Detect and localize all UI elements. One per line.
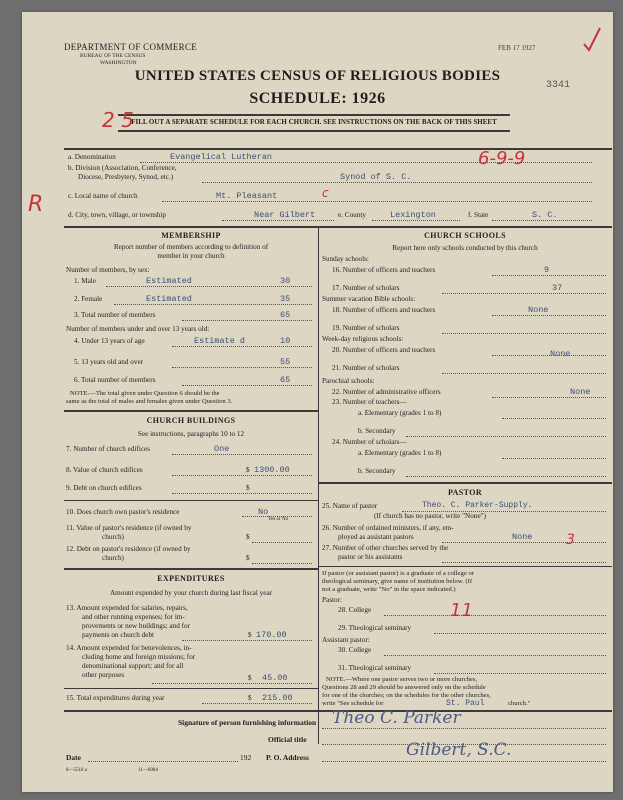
graduate-instructions: If pastor (or assistant pastor) is a graduate of a college or (322, 570, 475, 577)
q13-amount: 170.00 (256, 630, 287, 640)
sunday-schools-label: Sunday schools: (322, 255, 369, 263)
q15-total-label: 15. Total expenditures during year (66, 694, 165, 702)
q1-male-value: 30 (280, 276, 291, 286)
buildings-subtitle: See instructions, paragraphs 10 to 12 (137, 430, 245, 438)
q8-value-amount: 1300.00 (254, 465, 290, 475)
q13-label-3: provements or new buildings; and for (82, 622, 190, 630)
membership-intro: Report number of members according to definition of (113, 243, 269, 251)
form-number: 8—5518 a (66, 768, 87, 773)
q23-label: 23. Number of teachers— (332, 398, 407, 406)
q9-dollar: $ (246, 484, 250, 492)
red-annotation-code: 6-9-9 (478, 148, 526, 169)
po-address-value: Gilbert, S.C. (406, 740, 512, 760)
q2-female-value: 35 (280, 294, 291, 304)
q26-label-2: ployed as assistant pastors (338, 533, 414, 541)
pastor-note-church: St. Paul (446, 699, 485, 708)
q10-hint: Yes or No (268, 517, 289, 522)
q11-residence-value-label: 11. Value of pastor's residence (if owned by (66, 524, 192, 532)
q23b-label: b. Secondary (358, 427, 396, 435)
q17-label: 17. Number of scholars (332, 284, 400, 292)
membership-intro-2: member in your church (157, 252, 225, 260)
q14-dollar: $ (248, 674, 252, 682)
q24-label: 24. Number of scholars— (332, 438, 407, 446)
q1-note: Estimated (146, 276, 192, 286)
q14-label-4: other purposes (82, 671, 125, 679)
bureau-name: BUREAU OF THE CENSUS (80, 53, 146, 59)
members-by-sex-label: Number of members, by sex: (66, 266, 150, 274)
q8-dollar: $ (246, 466, 250, 474)
expenditures-title: EXPENDITURES (157, 574, 225, 583)
red-annotation-r: R (28, 192, 44, 217)
red-annotation-pastor: 11 (450, 600, 473, 621)
q18-label: 18. Number of officers and teachers (332, 306, 436, 314)
q23a-label: a. Elementary (grades 1 to 8) (358, 409, 442, 417)
received-date-stamp: FEB 17 1927 (498, 44, 536, 52)
pastor-title: PASTOR (447, 488, 483, 497)
instructions-banner: FILL OUT A SEPARATE SCHEDULE FOR EACH CHURCH. SEE INSTRUCTIONS ON THE BACK OF THIS SHEET (131, 118, 497, 126)
q13-label-2: and other running expenses; for im- (82, 613, 185, 621)
pastor-subheading: Pastor: (322, 596, 342, 604)
q10-residence-label: 10. Does church own pastor's residence (66, 508, 180, 516)
department-name: DEPARTMENT OF COMMERCE (64, 42, 198, 52)
q26-label: 26. Number of ordained ministers, if any, em- (322, 524, 454, 532)
q24a-label: a. Elementary (grades 1 to 8) (358, 449, 442, 457)
q30-label: 30. College (338, 646, 372, 654)
schools-subtitle: Report here only schools conducted by this church (392, 244, 538, 252)
q11-dollar: $ (246, 533, 250, 541)
expenditures-subtitle: Amount expended by your church during last fiscal year (109, 589, 273, 597)
schools-title: CHURCH SCHOOLS (424, 231, 506, 240)
membership-note: NOTE.—The total given under Question 6 should be the (70, 390, 220, 397)
q25-note: (If church has no pastor, write "None") (374, 512, 486, 520)
weekday-schools-label: Week-day religious schools: (322, 335, 404, 343)
q7-edifices-value: One (214, 444, 230, 454)
date-year: 192 (240, 753, 252, 762)
graduate-instructions-2: theological seminary, give name of institution below. (If (322, 578, 473, 585)
bureau-city: WASHINGTON (100, 60, 137, 66)
red-annotation-churches: 3 (566, 532, 575, 548)
red-check-icon (582, 26, 602, 54)
members-by-age-label: Number of members under and over 13 years old: (66, 325, 210, 333)
q7-edifices-label: 7. Number of church edifices (66, 445, 151, 453)
q15-total-amount: 215.00 (262, 693, 293, 703)
assistant-pastor-subheading: Assistant pastor: (322, 636, 370, 644)
division-value: Synod of S. C. (340, 172, 412, 182)
summer-schools-label: Summer vacation Bible schools: (322, 295, 416, 303)
q24b-label: b. Secondary (358, 467, 396, 475)
q19-label: 19. Number of scholars (332, 324, 400, 332)
q25-label: 25. Name of pastor (322, 502, 378, 510)
po-address-label: P. O. Address (266, 753, 309, 762)
print-number: 11—6084 (138, 768, 158, 773)
county-value: Lexington (390, 210, 436, 220)
pastor-note-4: write "See schedule for (322, 700, 384, 707)
q12-residence-debt-label: 12. Debt on pastor's residence (if owned by (66, 545, 191, 553)
q13-dollar: $ (248, 631, 252, 639)
q26-value: None (512, 532, 533, 542)
form-title: UNITED STATES CENSUS OF RELIGIOUS BODIES (134, 68, 501, 84)
q9-debt-label: 9. Debt on church edifices (66, 484, 142, 492)
parochial-schools-label: Parochial schools: (322, 377, 375, 385)
q15-dollar: $ (248, 694, 252, 702)
q25-value: Theo. C. Parker-Supply. (422, 501, 533, 510)
buildings-title: CHURCH BUILDINGS (146, 416, 236, 425)
denomination-value: Evangelical Lutheran (170, 152, 273, 162)
local-name-label: c. Local name of church (68, 192, 138, 200)
q20-label: 20. Number of officers and teachers (332, 346, 436, 354)
q10-residence-value: No (258, 507, 269, 517)
q2-female-label: 2. Female (74, 295, 103, 303)
census-form-sheet (22, 12, 613, 792)
q12-dollar: $ (246, 554, 250, 562)
red-annotation-c: c (322, 186, 329, 200)
q4-under13-label: 4. Under 13 years of age (74, 337, 145, 345)
q1-male-label: 1. Male (74, 277, 96, 285)
q16-value: 9 (544, 265, 550, 275)
state-label: f. State (468, 211, 489, 219)
signature-value: Theo C. Parker (332, 708, 461, 728)
division-label-2: Diocese, Presbytery, Synod, etc.) (78, 173, 174, 181)
q16-label: 16. Number of officers and teachers (332, 266, 436, 274)
graduate-instructions-3: not a graduate, write "No" in the space indicated.) (322, 586, 456, 593)
city-value: Near Gilbert (254, 210, 316, 220)
q17-value: 37 (552, 283, 563, 293)
q14-label-3: denominational support; and for all (82, 662, 184, 670)
q14-label-2: cluding home and foreign missions; for (82, 653, 196, 661)
membership-note-2: same as the total of males and females given under Question 3. (66, 398, 233, 405)
denomination-label: a. Denomination (68, 153, 116, 161)
q11-label-2: church) (102, 533, 124, 541)
q5-over13-label: 5. 13 years old and over (74, 358, 144, 366)
red-annotation-top: 2 5 (102, 108, 134, 132)
q4-note: Estimate d (194, 336, 246, 346)
form-subtitle: SCHEDULE: 1926 (249, 90, 386, 107)
q14-label: 14. Amount expended for benevolences, in- (66, 644, 192, 652)
q21-label: 21. Number of scholars (332, 364, 400, 372)
q31-label: 31. Theological seminary (338, 664, 412, 672)
official-title-label: Official title (268, 735, 307, 744)
county-label: e. County (338, 211, 366, 219)
q22-value: None (570, 387, 591, 397)
q22-label: 22. Number of administrative officers (332, 388, 441, 396)
q27-label-2: pastor or his assistants (338, 553, 403, 561)
q20-value: None (550, 349, 571, 359)
serial-number: 3341 (546, 80, 571, 91)
q12-label-2: church) (102, 554, 124, 562)
q13-label-4: payments on church debt (82, 631, 155, 639)
q2-note: Estimated (146, 294, 192, 304)
q6-total-value: 65 (280, 375, 291, 385)
q3-total-label: 3. Total number of members (74, 311, 156, 319)
division-label: b. Division (Association, Conference, (68, 164, 177, 172)
q28-label: 28. College (338, 606, 372, 614)
pastor-note-end: church." (508, 700, 531, 707)
q5-over13-value: 55 (280, 357, 291, 367)
q29-label: 29. Theological seminary (338, 624, 412, 632)
q6-total-label: 6. Total number of members (74, 376, 156, 384)
city-label: d. City, town, village, or township (68, 211, 166, 219)
q8-value-label: 8. Value of church edifices (66, 466, 143, 474)
date-label: Date (66, 753, 81, 762)
pastor-note: NOTE.—Where one pastor serves two or more churches, (326, 676, 478, 683)
q4-under13-value: 10 (280, 336, 291, 346)
q27-label: 27. Number of other churches served by the (322, 544, 449, 552)
q18-value: None (528, 305, 549, 315)
signature-label: Signature of person furnishing information (178, 718, 317, 727)
q14-amount: 45.00 (262, 673, 288, 683)
membership-title: MEMBERSHIP (161, 231, 221, 240)
q13-label: 13. Amount expended for salaries, repairs, (66, 604, 188, 612)
q3-total-value: 65 (280, 310, 291, 320)
state-value: S. C. (532, 210, 558, 220)
pastor-note-3: for one of the churches; on the schedules for the other churches, (322, 692, 491, 699)
pastor-note-2: Questions 28 and 29 should be answered only on the schedule (322, 684, 486, 691)
local-name-value: Mt. Pleasant (216, 191, 278, 201)
